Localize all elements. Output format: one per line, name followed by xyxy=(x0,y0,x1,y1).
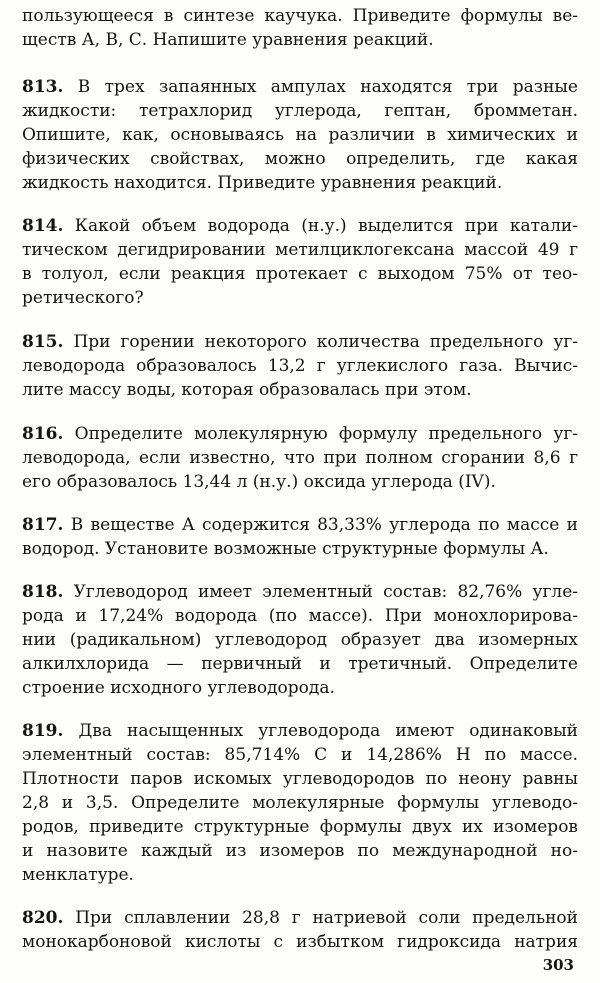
problem-817-line-2: водород. Установите возможные структурные формулы А. xyxy=(22,539,549,559)
problem-813-line-2: жидкости: тетрахлорид углерода, гептан, бромметан. xyxy=(22,101,578,121)
problem-815-line-3: лите массу воды, которая образовалась при этом. xyxy=(22,380,472,400)
problem-818-line-4: алкилхлорида — первичный и третичный. Определите xyxy=(22,654,578,674)
problem-814-line-2: тическом дегидрировании метилциклогексана массой 49 г xyxy=(22,240,578,260)
problem-820-line-1: 820. При сплавлении 28,8 г натриевой соли предельной xyxy=(22,908,578,928)
continuation-line-2: ществ А, В, С. Напишите уравнения реакций. xyxy=(22,30,434,50)
problem-819-line-2: элементный состав: 85,714% С и 14,286% Н по массе. xyxy=(22,745,578,765)
problem-819-line-1: 819. Два насыщенных углеводорода имеют одинаковый xyxy=(22,721,578,741)
problem-817-line-1: 817. В веществе А содержится 83,33% углерода по массе и xyxy=(22,515,578,535)
continuation-line-1: пользующееся в синтезе каучука. Приведите формулы ве- xyxy=(22,6,578,26)
problem-819-line-3: Плотности паров искомых углеводородов по неону равны xyxy=(22,769,578,789)
problem-813-line-1: 813. В трех запаянных ампулах находятся три разные xyxy=(22,77,578,97)
problem-818-number: 818. xyxy=(22,582,64,602)
problem-818-line-2: рода и 17,24% водорода (по массе). При монохлорирова- xyxy=(22,606,578,626)
problem-820-number: 820. xyxy=(22,908,64,928)
problem-819-line-5: родов, приведите структурные формулы двух их изомеров xyxy=(22,817,578,837)
problem-817-number: 817. xyxy=(22,515,64,535)
page-number: 303 xyxy=(542,956,574,974)
problem-813-line-4: физических свойствах, можно определить, где какая xyxy=(22,149,578,169)
problem-814-line-4: ретического? xyxy=(22,288,144,308)
problem-813-line-5: жидкость находится. Приведите уравнения реакций. xyxy=(22,173,503,193)
problem-816-line-1: 816. Определите молекулярную формулу предельного уг- xyxy=(22,424,578,444)
problem-816-line-3: его образовалось 13,44 л (н.у.) оксида углерода (IV). xyxy=(22,472,496,492)
problem-816-line-2: леводорода, если известно, что при полном сгорании 8,6 г xyxy=(22,448,578,468)
problem-814-line-1: 814. Какой объем водорода (н.у.) выделится при катали- xyxy=(22,216,578,236)
problem-813-line-3: Опишите, как, основываясь на различии в химических и xyxy=(22,125,578,145)
problem-819-line-7: менклатуре. xyxy=(22,865,134,885)
problem-818-line-5: строение исходного углеводорода. xyxy=(22,678,335,698)
problem-816-number: 816. xyxy=(22,424,64,444)
problem-819-line-6: и назовите каждый из изомеров по международной но- xyxy=(22,841,578,861)
problem-815-line-2: леводорода образовалось 13,2 г углекислого газа. Вычис- xyxy=(22,356,578,376)
problem-815-line-1: 815. При горении некоторого количества предельного уг- xyxy=(22,332,578,352)
problem-815-number: 815. xyxy=(22,332,64,352)
problem-819-line-4: 2,8 и 3,5. Определите молекулярные формулы углеводо- xyxy=(22,793,578,813)
problem-814-number: 814. xyxy=(22,216,64,236)
problem-814-line-3: в толуол, если реакция протекает с выходом 75% от тео- xyxy=(22,264,578,284)
problem-819-number: 819. xyxy=(22,721,64,741)
problem-820-line-2: монокарбоновой кислоты с избытком гидроксида натрия xyxy=(22,932,578,952)
problem-818-line-1: 818. Углеводород имеет элементный состав: 82,76% угле- xyxy=(22,582,578,602)
problem-813-number: 813. xyxy=(22,77,64,97)
problem-818-line-3: нии (радикальном) углеводород образует два изомерных xyxy=(22,630,578,650)
